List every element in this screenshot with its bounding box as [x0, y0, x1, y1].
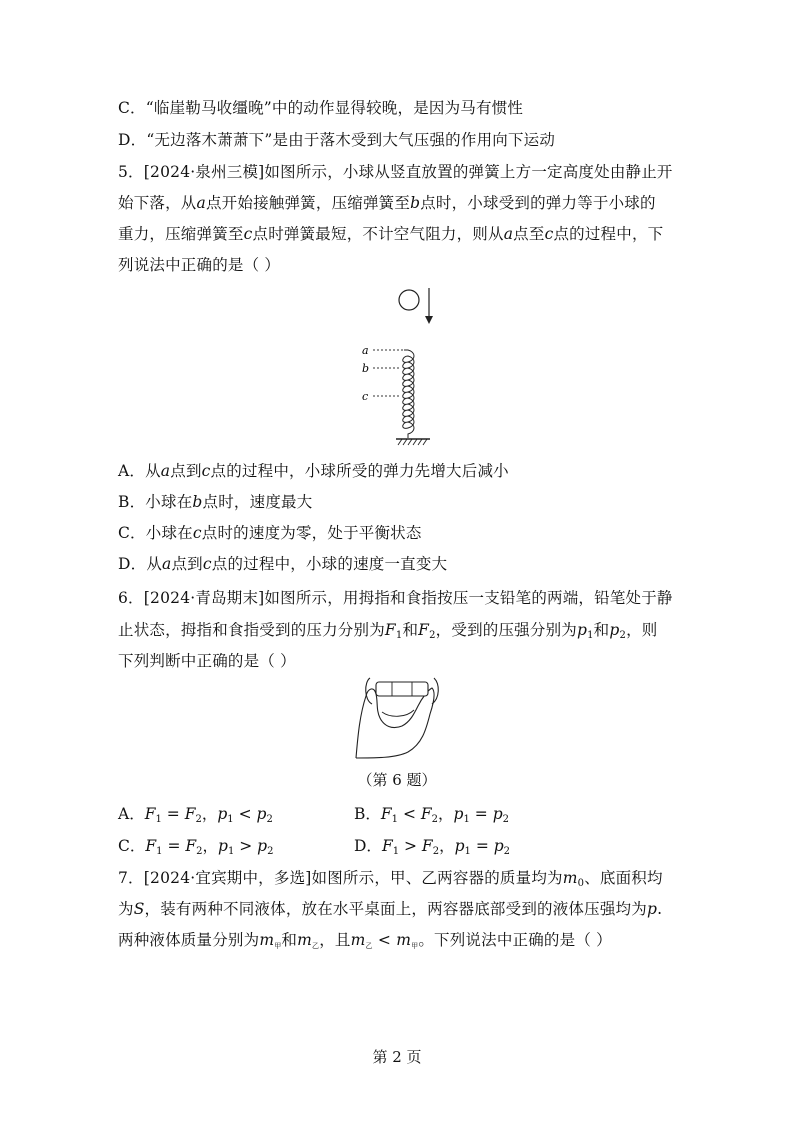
pencil-body — [376, 682, 428, 696]
q7-stem-line3: 两种液体质量分别为$m_甲$和$m_乙$，且$m_乙 < m_甲$。下列说法中正确的是（ ） — [118, 931, 612, 950]
q5-stem-line1: 5．[2024·泉州三模]如图所示，小球从竖直放置的弹簧上方一定高度处由静止开 — [118, 163, 673, 181]
q6-stem-line2: 止状态，拇指和食指受到的压力分别为$F_1$和$F_2$，受到的压强分别为$p_1$和$p_2$，则 — [118, 621, 658, 641]
q5-option-a: A．从a点到c点的过程中，小球所受的弹力先增大后减小 — [118, 462, 509, 480]
q6-option-b: B．$F_1 < F_2$，$p_1 = p_2$ — [354, 805, 509, 825]
q4-option-d: D．“无边落木萧萧下”是由于落木受到大气压强的作用向下运动 — [118, 131, 556, 149]
q6-option-a: A．$F_1 = F_2$，$p_1 < p_2$ — [118, 805, 273, 825]
spring — [403, 350, 414, 438]
thumb — [366, 678, 372, 704]
q6-stem-line1: 6．[2024·青岛期末]如图所示，用拇指和食指按压一支铅笔的两端，铅笔处于静 — [118, 589, 673, 607]
q5-option-c: C．小球在c点时的速度为零，处于平衡状态 — [118, 524, 422, 542]
hand-pencil-figure — [352, 674, 444, 762]
q6-stem-line3: 下列判断中正确的是（ ） — [118, 652, 296, 670]
q5-option-b: B．小球在b点时，速度最大 — [118, 493, 313, 511]
q6-option-d: D．$F_1 > F_2$，$p_1 = p_2$ — [354, 837, 511, 857]
q5-stem-line2: 始下落，从a点开始接触弹簧，压缩弹簧至b点时，小球受到的弹力等于小球的 — [118, 194, 656, 212]
q5-stem-line3: 重力，压缩弹簧至c点时弹簧最短，不计空气阻力，则从a点至c点的过程中，下 — [118, 225, 664, 243]
label-a: a — [362, 344, 369, 357]
q5-option-d: D．从a点到c点的过程中，小球的速度一直变大 — [118, 555, 448, 573]
q4-option-c: C．“临崖勒马收缰晚”中的动作显得较晚，是因为马有惯性 — [118, 99, 524, 117]
q6-option-c: C．$F_1 = F_2$，$p_1 > p_2$ — [118, 837, 274, 857]
q7-stem-line2: 为S，装有两种不同液体，放在水平桌面上，两容器底部受到的液体压强均为p. — [118, 900, 663, 918]
label-b: b — [362, 362, 370, 375]
index-finger — [432, 678, 438, 704]
q6-figure-caption: （第 6 题） — [357, 771, 437, 789]
ball — [399, 290, 419, 310]
ball-spring-figure — [350, 282, 470, 452]
finger-crease — [382, 710, 414, 716]
q7-stem-line1: 7．[2024·宜宾期中，多选]如图所示，甲、乙两容器的质量均为$m_0$、底面积均 — [118, 869, 663, 889]
ground-hatching — [398, 439, 427, 445]
q5-stem-line4: 列说法中正确的是（ ） — [118, 256, 281, 274]
down-arrow-head — [425, 316, 433, 324]
label-c: c — [362, 390, 369, 403]
page-number: 第 2 页 — [372, 1048, 422, 1066]
